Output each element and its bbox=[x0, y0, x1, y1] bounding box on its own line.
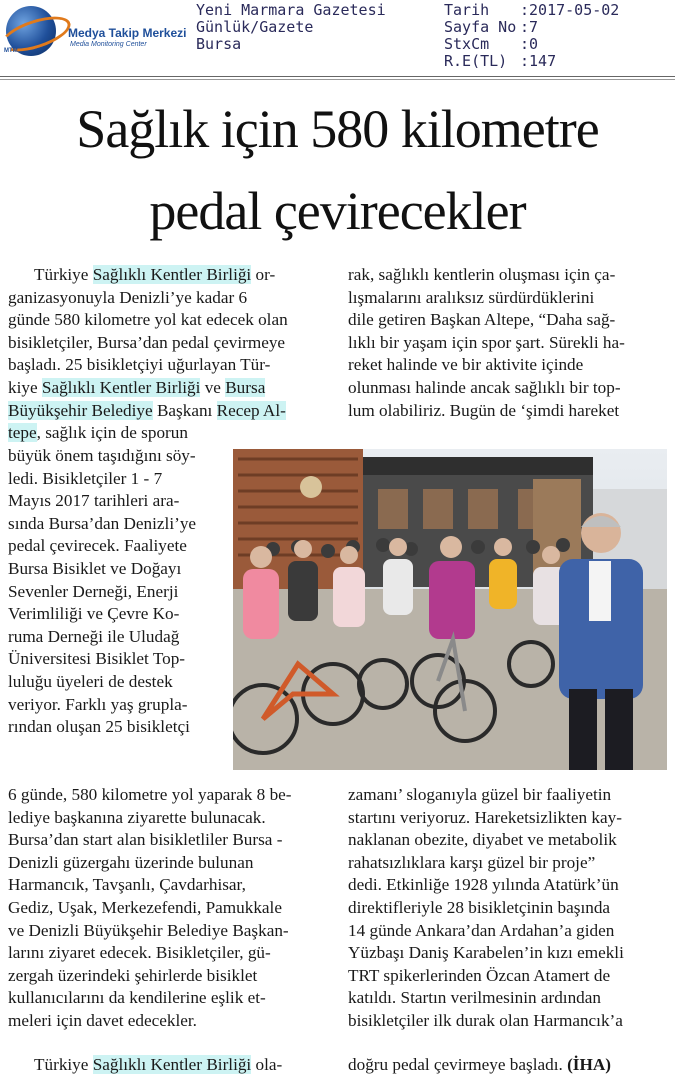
highlight-city: Bursa bbox=[225, 377, 266, 397]
meta-page-label: Sayfa No bbox=[444, 18, 517, 36]
header-divider bbox=[0, 76, 675, 77]
meta-date-label: Tarih bbox=[444, 1, 490, 19]
highlight-org: Sağlıklı Kentler Birliği bbox=[92, 265, 252, 284]
headline-line-1: Sağlık için 580 kilometre bbox=[76, 99, 599, 159]
right-column-last-line: doğru pedal çevirmeye başladı. (İHA) bbox=[348, 1055, 611, 1074]
article-photo-cyclists bbox=[233, 449, 667, 770]
highlight-org: Sağlıklı Kentler Birliği bbox=[41, 377, 201, 397]
highlight-org: Sağlıklı Kentler Birliği bbox=[92, 1055, 252, 1074]
meta-re-value: :147 bbox=[520, 52, 557, 70]
publication-name: Yeni Marmara Gazetesi bbox=[196, 1, 386, 19]
highlight-person: tepe bbox=[8, 423, 37, 443]
meta-date-value: :2017-05-02 bbox=[520, 1, 620, 19]
news-agency-credit: (İHA) bbox=[567, 1055, 611, 1074]
logo-subtitle: Media Monitoring Center bbox=[70, 41, 147, 48]
left-column-last-line: Türkiye Sağlıklı Kentler Birliği ola- bbox=[34, 1055, 283, 1074]
header-divider-secondary bbox=[0, 79, 675, 80]
highlight-person: Recep Al- bbox=[216, 400, 286, 420]
meta-stxcm-label: StxCm bbox=[444, 35, 490, 53]
logo-mark: MTM bbox=[4, 48, 18, 54]
headline-line-2: pedal çevirecekler bbox=[149, 181, 526, 241]
logo-title: Medya Takip Merkezi bbox=[68, 26, 187, 40]
right-column-top: rak, sağlıklı kentlerin oluşması için ça- lışmalarını aralıksız sürdürdüklerini dile getiren Başkan Altepe, “Daha sağ- lıklı bir yaşam için spor şart. Sürekli ha- reket halinde ve bir aktivite içinde olunması halinde ancak sağlıklı bir top- lum olabiliriz. Bugün de ‘şimdi hareket bbox=[348, 265, 625, 420]
left-column-narrow: büyük önem taşıdığını söy- ledi. Bisikletçiler 1 - 7 Mayıs 2017 tarihleri ara- sında Bursa’dan Denizli’ye pedal çevirecek. Faaliyete Bursa Bisiklet ve Doğayı Sevenler Derneği, Enerji Verimliliği ve Çevre Ko- ruma Derneği ile Uludağ Üniversitesi Bisiklet Top- luluğu üyeleri de destek veriyor. Farklı yaş grupla- rından oluşan 25 bisikletçi bbox=[8, 446, 197, 737]
left-column-bottom: 6 günde, 580 kilometre yol yaparak 8 be- lediye başkanına ziyarette bulunacak. Bursa’dan start alan bisikletliler Bursa - Denizli güzergahı üzerinde bulunan Harmancık, Tavşanlı, Çavdarhisar, Gediz, Uşak, Merkezefendi, Pamukkale ve Denizli Büyükşehir Belediye Başkan- larını ziyaret edecek. Bisikletçiler, gü- zergah üzerindeki şehirlerde bisiklet kullanıcılarını da kendilerine eşlik et- meleri için davet edecekler. bbox=[8, 785, 292, 1030]
publication-type: Günlük/Gazete bbox=[196, 18, 314, 36]
meta-stxcm-value: :0 bbox=[520, 35, 539, 53]
highlight-municipality: Büyükşehir Belediye bbox=[8, 400, 153, 420]
meta-page-value: :7 bbox=[520, 18, 539, 36]
meta-re-label: R.E(TL) bbox=[444, 52, 508, 70]
publication-city: Bursa bbox=[196, 35, 242, 53]
left-column-intro: Türkiye Sağlıklı Kentler Birliği or- ganizasyonuyla Denizli’ye kadar 6 günde 580 kilometre yol kat edecek olan bisikletçiler, Bursa’dan pedal çevirmeye başladı. 25 bisikletçiyi uğurlayan Tür- kiye Sağlıklı Kentler Birliği ve Bursa Büyükşehir Belediye Başkanı Recep Al- tepe, sağlık için de sporun bbox=[8, 265, 288, 443]
right-column-bottom: zamanı’ sloganıyla güzel bir faaliyetin startını veriyoruz. Hareketsizlikten kay- naklanan obezite, diyabet ve metabolik rahatsızlıklara karşı güzel bir proje” dedi. Etkinliğe 1928 yılında Atatürk’ün direktifleriyle 28 bisikletçinin başında 14 günde Ankara’dan Ardahan’a giden Yüzbaşı Daniş Karabelen’in kızı emekli TRT spikerlerinden Özcan Atamert de katıldı. Startın verilmesinin ardından bisikletçiler ilk durak olan Harmancık’a bbox=[348, 785, 624, 1030]
